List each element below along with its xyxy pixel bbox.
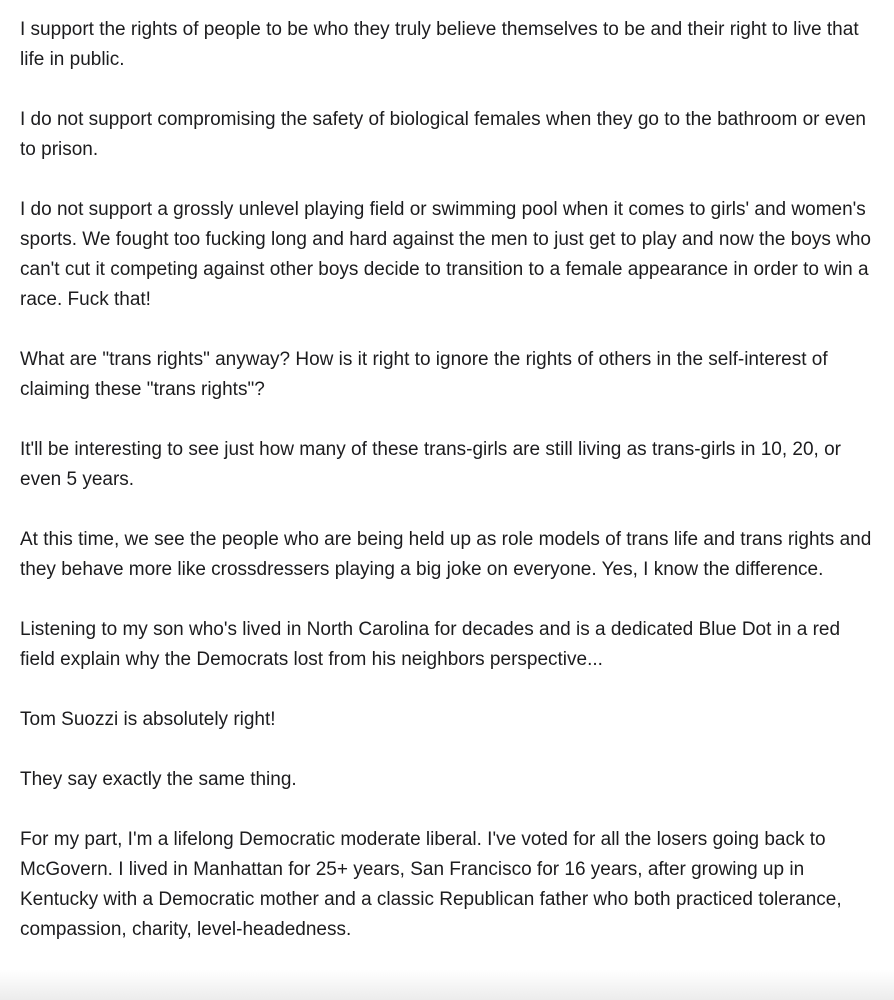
post-paragraph-5: It'll be interesting to see just how many of these trans-girls are still living as trans-girls in 10, 20, or even 5 years. xyxy=(20,439,841,490)
post-paragraph-8: Tom Suozzi is absolutely right! xyxy=(20,709,276,730)
post-paragraph-3: I do not support a grossly unlevel playing field or swimming pool when it comes to girls' and women's sports. We fought too fucking long and hard against the men to just get to play and now the boys who can't cut it competing against other boys decide to transition to a female appearance in order to win a race. Fuck that! xyxy=(20,199,871,310)
post-paragraph-10: For my part, I'm a lifelong Democratic moderate liberal. I've voted for all the losers going back to McGovern. I lived in Manhattan for 25+ years, San Francisco for 16 years, after growing up in Kentucky with a Democratic mother and a classic Republican father who both practiced tolerance, compassion, charity, level-headedness. xyxy=(20,829,842,940)
post-paragraph-6: At this time, we see the people who are being held up as role models of trans life and trans rights and they behave more like crossdressers playing a big joke on everyone. Yes, I know the difference. xyxy=(20,529,872,580)
bottom-fade xyxy=(0,970,894,1000)
post-paragraph-2: I do not support compromising the safety of biological females when they go to the bathroom or even to prison. xyxy=(20,109,866,160)
post-paragraph-1: I support the rights of people to be who they truly believe themselves to be and their right to live that life in public. xyxy=(20,19,859,70)
post-paragraph-9: They say exactly the same thing. xyxy=(20,769,297,790)
post-paragraph-4: What are "trans rights" anyway? How is it right to ignore the rights of others in the self-interest of claiming these "trans rights"? xyxy=(20,349,828,400)
post-paragraph-7: Listening to my son who's lived in North Carolina for decades and is a dedicated Blue Dot in a red field explain why the Democrats lost from his neighbors perspective... xyxy=(20,619,841,670)
